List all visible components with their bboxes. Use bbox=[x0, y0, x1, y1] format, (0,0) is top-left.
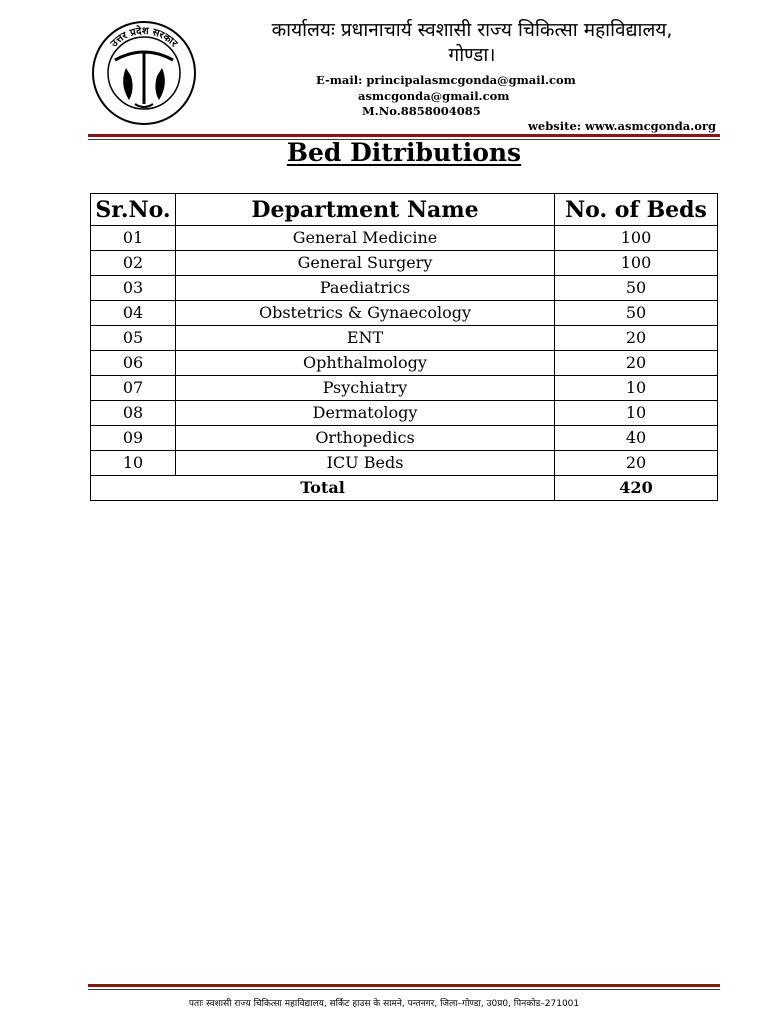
website: website: www.asmcgonda.org bbox=[528, 119, 716, 133]
sr-no-cell: 05 bbox=[91, 326, 176, 351]
state-emblem-seal bbox=[91, 20, 197, 126]
sr-no-cell: 07 bbox=[91, 376, 176, 401]
seal-text: उत्तर प्रदेश सरकार bbox=[108, 25, 180, 50]
total-value: 420 bbox=[555, 476, 718, 501]
department-cell: ICU Beds bbox=[176, 451, 555, 476]
table-row bbox=[91, 451, 718, 476]
bed-distribution-table bbox=[90, 193, 718, 501]
office-title-line2: गोण्डा। bbox=[448, 44, 496, 66]
table-row bbox=[91, 251, 718, 276]
sr-no-cell: 10 bbox=[91, 451, 176, 476]
table-row bbox=[91, 226, 718, 251]
department-cell: ENT bbox=[176, 326, 555, 351]
sr-no-cell: 02 bbox=[91, 251, 176, 276]
footer-divider bbox=[88, 984, 720, 987]
table-row bbox=[91, 426, 718, 451]
department-cell: Dermatology bbox=[176, 401, 555, 426]
table-row bbox=[91, 351, 718, 376]
department-cell: Paediatrics bbox=[176, 276, 555, 301]
beds-cell: 100 bbox=[555, 251, 718, 276]
header-divider bbox=[88, 134, 720, 137]
department-cell: Obstetrics & Gynaecology bbox=[176, 301, 555, 326]
beds-cell: 20 bbox=[555, 326, 718, 351]
table-header-row bbox=[91, 194, 718, 226]
total-label: Total bbox=[91, 476, 555, 501]
table-row bbox=[91, 276, 718, 301]
table-row bbox=[91, 401, 718, 426]
column-header-department: Department Name bbox=[176, 194, 555, 226]
footer-address: पताः स्वशासी राज्य चिकित्सा महाविद्यालय, सर्किट हाउस के सामने, पन्तनगर, जिला–गोण्डा, उ0प्र0, पिनकोड–271001 bbox=[188, 999, 580, 1009]
office-title-line1: कार्यालयः प्रधानाचार्य स्वशासी राज्य चिकित्सा महाविद्यालय, bbox=[271, 19, 673, 41]
table-row bbox=[91, 326, 718, 351]
beds-cell: 50 bbox=[555, 301, 718, 326]
column-header-beds: No. of Beds bbox=[555, 194, 718, 226]
sr-no-cell: 09 bbox=[91, 426, 176, 451]
sr-no-cell: 03 bbox=[91, 276, 176, 301]
column-header-sr-no: Sr.No. bbox=[91, 194, 176, 226]
email-line-2: asmcgonda@gmail.com bbox=[358, 89, 510, 103]
sr-no-cell: 04 bbox=[91, 301, 176, 326]
beds-cell: 20 bbox=[555, 351, 718, 376]
beds-cell: 50 bbox=[555, 276, 718, 301]
department-cell: General Surgery bbox=[176, 251, 555, 276]
document-title: Bed Ditributions bbox=[286, 138, 522, 167]
beds-cell: 40 bbox=[555, 426, 718, 451]
sr-no-cell: 06 bbox=[91, 351, 176, 376]
department-cell: Psychiatry bbox=[176, 376, 555, 401]
department-cell: Orthopedics bbox=[176, 426, 555, 451]
department-cell: General Medicine bbox=[176, 226, 555, 251]
table-row bbox=[91, 301, 718, 326]
email-line-1: E-mail: principalasmcgonda@gmail.com bbox=[316, 73, 576, 87]
beds-cell: 20 bbox=[555, 451, 718, 476]
footer-divider-thin bbox=[88, 989, 720, 990]
beds-cell: 10 bbox=[555, 401, 718, 426]
sr-no-cell: 08 bbox=[91, 401, 176, 426]
beds-cell: 100 bbox=[555, 226, 718, 251]
department-cell: Ophthalmology bbox=[176, 351, 555, 376]
mobile-number: M.No.8858004085 bbox=[362, 104, 481, 118]
total-row bbox=[91, 476, 718, 501]
beds-cell: 10 bbox=[555, 376, 718, 401]
sr-no-cell: 01 bbox=[91, 226, 176, 251]
office-title bbox=[222, 18, 722, 68]
table-row bbox=[91, 376, 718, 401]
